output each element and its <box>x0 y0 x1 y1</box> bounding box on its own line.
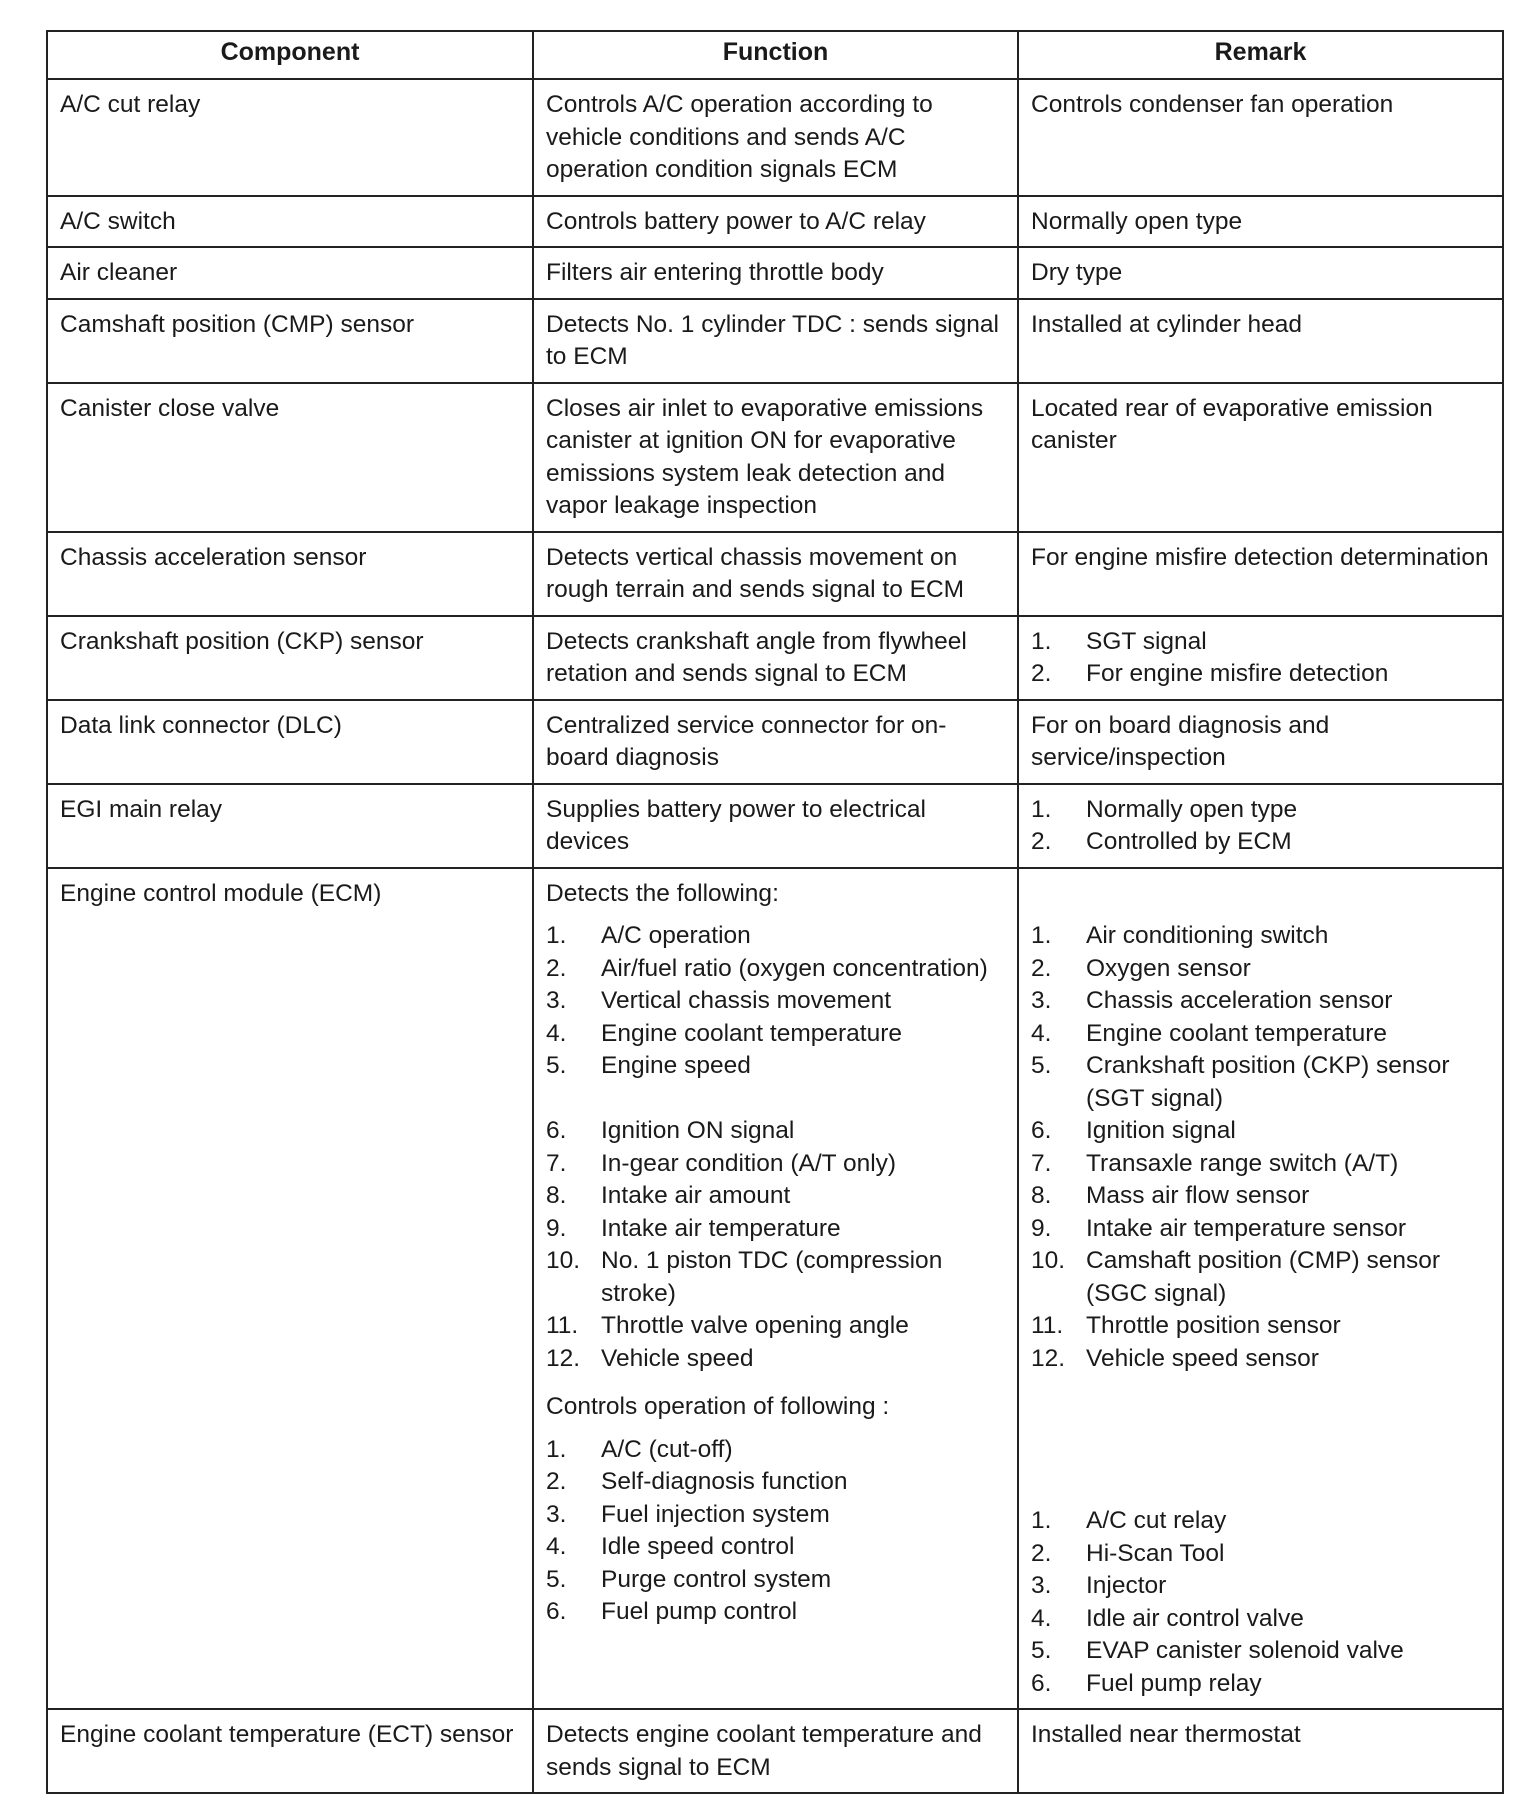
table-row <box>47 196 1503 248</box>
remark-list <box>1031 626 1490 691</box>
function-cell <box>533 868 1018 1710</box>
list-item: 3. Injector <box>1031 1572 1167 1599</box>
function-cell: Filters air entering throttle body <box>533 247 1018 299</box>
component-cell: Engine control module (ECM) <box>47 868 533 1710</box>
header-remark: Remark <box>1018 31 1503 79</box>
table-row <box>47 1709 1503 1793</box>
list-item: 5. Purge control system <box>546 1565 832 1593</box>
controls-remark-list <box>1031 1505 1490 1700</box>
list-item: 11. Throttle position sensor <box>1031 1312 1341 1339</box>
list-item: 2. Controlled by ECM <box>1031 828 1292 855</box>
component-cell: Crankshaft position (CKP) sensor <box>47 616 533 700</box>
controls-heading: Controls operation of following : <box>546 1393 890 1420</box>
component-cell: Data link connector (DLC) <box>47 700 533 784</box>
list-item: 4. Idle speed control <box>546 1533 795 1560</box>
remark-cell: Installed near thermostat <box>1018 1709 1503 1793</box>
remark-cell <box>1018 868 1503 1710</box>
component-cell: A/C cut relay <box>47 79 533 196</box>
list-item: 11. Throttle valve opening angle <box>546 1312 909 1339</box>
remark-cell: Controls condenser fan operation <box>1018 79 1503 196</box>
detects-remark-list <box>1031 920 1490 1375</box>
table-row <box>47 383 1503 532</box>
remark-cell: For engine misfire detection determination <box>1018 532 1503 616</box>
component-cell: Air cleaner <box>47 247 533 299</box>
list-item: 8. Intake air amount <box>546 1182 791 1209</box>
table-row <box>47 532 1503 616</box>
list-item: 12. Vehicle speed sensor <box>1031 1344 1319 1372</box>
list-item: 7. Transaxle range switch (A/T) <box>1031 1149 1399 1177</box>
list-item: 2. Oxygen sensor <box>1031 954 1251 982</box>
component-cell: Engine coolant temperature (ECT) sensor <box>47 1709 533 1793</box>
remark-spacer <box>1031 878 1490 911</box>
list-item: 5. Crankshaft position (CKP) sensor (SGT signal) <box>1031 1052 1450 1112</box>
list-item: 6. Fuel pump relay <box>1031 1669 1262 1697</box>
list-item: 2. Self-diagnosis function <box>546 1468 848 1495</box>
header-component: Component <box>47 31 533 79</box>
list-item: 8. Mass air flow sensor <box>1031 1182 1310 1209</box>
header-row <box>47 31 1503 79</box>
list-item: 1. SGT signal <box>1031 627 1207 655</box>
component-cell: Chassis acceleration sensor <box>47 532 533 616</box>
function-cell: Controls battery power to A/C relay <box>533 196 1018 248</box>
remark-cell: Installed at cylinder head <box>1018 299 1503 383</box>
list-item: 4. Idle air control valve <box>1031 1604 1304 1632</box>
function-cell: Detects vertical chassis movement on rough terrain and sends signal to ECM <box>533 532 1018 616</box>
list-item: 1. Normally open type <box>1031 795 1298 823</box>
list-item: 3. Fuel injection system <box>546 1500 830 1528</box>
list-item: 6. Ignition ON signal <box>546 1117 795 1144</box>
remark-cell: Dry type <box>1018 247 1503 299</box>
component-cell: A/C switch <box>47 196 533 248</box>
list-item: 12. Vehicle speed <box>546 1344 754 1372</box>
list-item: 10. Camshaft position (CMP) sensor (SGC signal) <box>1031 1247 1441 1307</box>
controls-list <box>546 1434 1005 1629</box>
component-cell: EGI main relay <box>47 784 533 868</box>
list-item: 2. Hi-Scan Tool <box>1031 1539 1225 1567</box>
list-item: 4. Engine coolant temperature <box>546 1019 902 1047</box>
remark-cell <box>1018 784 1503 868</box>
list-item: 5. Engine speed <box>546 1052 751 1079</box>
table-row <box>47 247 1503 299</box>
list-spacer <box>546 1083 1005 1116</box>
list-item: 2. For engine misfire detection <box>1031 660 1389 687</box>
component-cell: Canister close valve <box>47 383 533 532</box>
table-row <box>47 616 1503 700</box>
spec-table-page <box>46 30 1502 1794</box>
list-item: 3. Vertical chassis movement <box>546 987 892 1014</box>
function-cell: Detects crankshaft angle from flywheel retation and sends signal to ECM <box>533 616 1018 700</box>
list-item: 7. In-gear condition (A/T only) <box>546 1149 897 1177</box>
table-row-ecm <box>47 868 1503 1710</box>
remark-cell: Normally open type <box>1018 196 1503 248</box>
header-function: Function <box>533 31 1018 79</box>
list-item: 4. Engine coolant temperature <box>1031 1019 1387 1047</box>
list-item: 9. Intake air temperature sensor <box>1031 1214 1407 1242</box>
function-cell: Detects engine coolant temperature and sends signal to ECM <box>533 1709 1018 1793</box>
detects-list <box>546 920 1005 1375</box>
list-item: 1. A/C operation <box>546 922 751 949</box>
table-row <box>47 79 1503 196</box>
table-row <box>47 784 1503 868</box>
list-item: 1. A/C (cut-off) <box>546 1435 733 1463</box>
table-row <box>47 299 1503 383</box>
remark-list <box>1031 794 1490 859</box>
list-item: 9. Intake air temperature <box>546 1214 841 1242</box>
list-item: 5. EVAP canister solenoid valve <box>1031 1637 1404 1664</box>
function-cell: Closes air inlet to evaporative emissions canister at ignition ON for evaporative emissions system leak detection and vapor leakage inspection <box>533 383 1018 532</box>
detects-heading: Detects the following: <box>546 879 779 907</box>
list-item: 10. No. 1 piston TDC (compression stroke) <box>546 1247 943 1307</box>
table-row <box>47 700 1503 784</box>
list-item: 2. Air/fuel ratio (oxygen concentration) <box>546 954 988 982</box>
function-cell: Detects No. 1 cylinder TDC : sends signal to ECM <box>533 299 1018 383</box>
list-item: 1. A/C cut relay <box>1031 1507 1227 1534</box>
remark-cell: Located rear of evaporative emission canister <box>1018 383 1503 532</box>
list-item: 1. Air conditioning switch <box>1031 922 1329 949</box>
component-function-table <box>46 30 1504 1794</box>
remark-cell <box>1018 616 1503 700</box>
list-item: 3. Chassis acceleration sensor <box>1031 987 1393 1014</box>
list-item: 6. Ignition signal <box>1031 1117 1236 1144</box>
function-cell: Centralized service connector for on-board diagnosis <box>533 700 1018 784</box>
function-cell: Supplies battery power to electrical devices <box>533 784 1018 868</box>
function-cell: Controls A/C operation according to vehicle conditions and sends A/C operation condition signals ECM <box>533 79 1018 196</box>
remark-cell: For on board diagnosis and service/inspection <box>1018 700 1503 784</box>
component-cell: Camshaft position (CMP) sensor <box>47 299 533 383</box>
list-item: 6. Fuel pump control <box>546 1598 798 1625</box>
